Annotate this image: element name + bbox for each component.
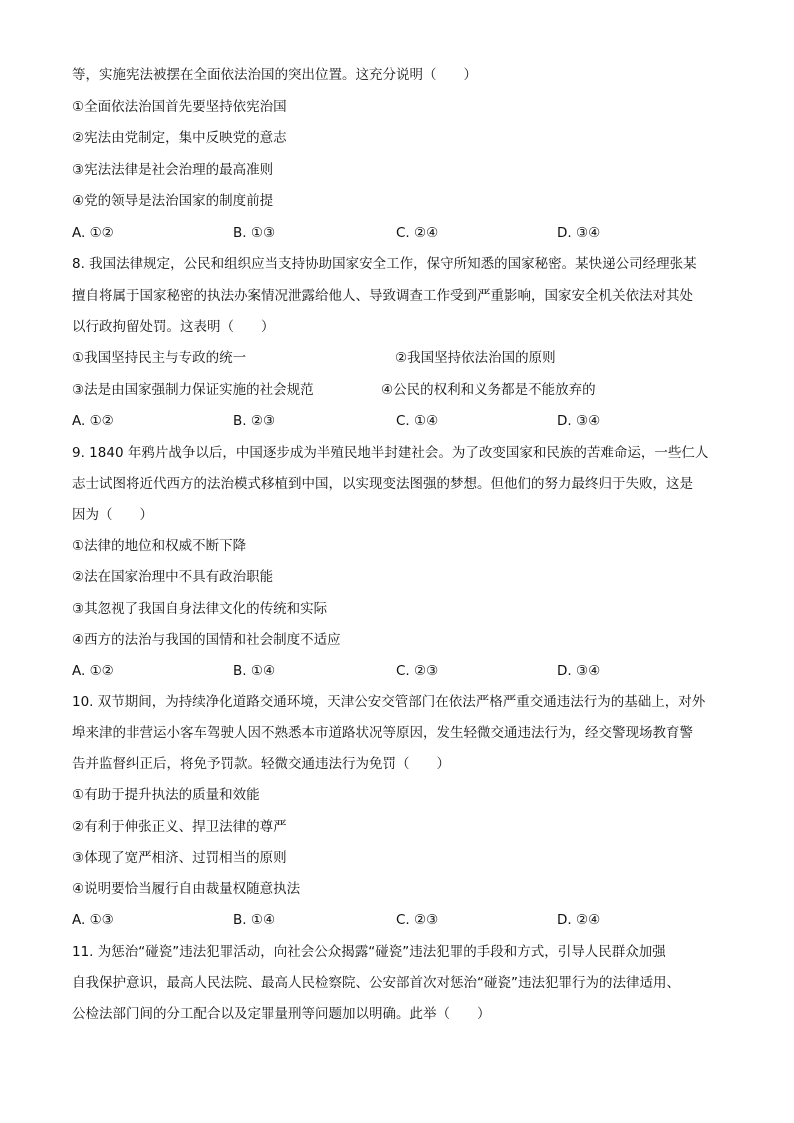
q8-statement-2: ②我国坚持依法治国的原则 bbox=[395, 350, 556, 366]
q8-statement-1: ①我国坚持民主与专政的统一 bbox=[72, 350, 247, 366]
q7-option-c[interactable]: C. ②④ bbox=[396, 225, 439, 241]
q9-option-a[interactable]: A. ①② bbox=[72, 663, 114, 679]
q10-statement-2: ②有利于伸张正义、捍卫法律的尊严 bbox=[72, 819, 287, 835]
q10-option-b[interactable]: B. ①④ bbox=[233, 912, 276, 928]
q8-option-b[interactable]: B. ②③ bbox=[233, 413, 276, 429]
q7-stem-line: 等，实施宪法被摆在全面依法治国的突出位置。这充分说明（ ） bbox=[72, 67, 477, 83]
q10-stem-line-3: 告并监督纠正后，将免予罚款。轻微交通违法行为免罚（ ） bbox=[72, 756, 450, 772]
q11-stem-line-1: 11. 为惩治“碰瓷”违法犯罪活动，向社会公众揭露“碰瓷”违法犯罪的手段和方式，引导人民群众加强 bbox=[72, 944, 666, 960]
q10-statement-1: ①有助于提升执法的质量和效能 bbox=[72, 787, 260, 803]
q8-stem-line-2: 擅自将属于国家秘密的执法办案情况泄露给他人、导致调查工作受到严重影响，国家安全机关依法对其处 bbox=[72, 288, 693, 304]
q9-option-c[interactable]: C. ②③ bbox=[396, 663, 439, 679]
q9-statement-4: ④西方的法治与我国的国情和社会制度不适应 bbox=[72, 632, 341, 648]
q7-statement-4: ④党的领导是法治国家的制度前提 bbox=[72, 193, 274, 209]
q8-stem-line-3: 以行政拘留处罚。这表明（ ） bbox=[72, 319, 275, 335]
q8-option-a[interactable]: A. ①② bbox=[72, 413, 114, 429]
q9-statement-2: ②法在国家治理中不具有政治职能 bbox=[72, 569, 274, 585]
q10-option-a[interactable]: A. ①③ bbox=[72, 912, 114, 928]
q7-option-a[interactable]: A. ①② bbox=[72, 225, 114, 241]
q7-statement-3: ③宪法法律是社会治理的最高准则 bbox=[72, 162, 274, 178]
q9-option-d[interactable]: D. ③④ bbox=[557, 663, 601, 679]
q10-option-d[interactable]: D. ②④ bbox=[557, 912, 601, 928]
q8-stem-line-1: 8. 我国法律规定，公民和组织应当支持协助国家安全工作，保守所知悉的国家秘密。某快递公司经理张某 bbox=[72, 256, 697, 272]
q9-stem-line-3: 因为（ ） bbox=[72, 507, 153, 523]
q9-statement-1: ①法律的地位和权威不断下降 bbox=[72, 538, 247, 554]
q8-option-c[interactable]: C. ①④ bbox=[396, 413, 439, 429]
q7-statement-2: ②宪法由党制定，集中反映党的意志 bbox=[72, 130, 287, 146]
q10-stem-line-2: 埠来津的非营运小客车驾驶人因不熟悉本市道路状况等原因，发生轻微交通违法行为，经交警现场教育警 bbox=[72, 725, 693, 741]
q9-stem-line-1: 9. 1840 年鸦片战争以后，中国逐步成为半殖民地半封建社会。为了改变国家和民族的苦难命运，一些仁人 bbox=[72, 445, 709, 461]
q10-statement-4: ④说明要恰当履行自由裁量权随意执法 bbox=[72, 881, 301, 897]
q8-statement-4: ④公民的权利和义务都是不能放弃的 bbox=[381, 382, 596, 398]
q7-statement-1: ①全面依法治国首先要坚持依宪治国 bbox=[72, 99, 287, 115]
q10-option-c[interactable]: C. ②③ bbox=[396, 912, 439, 928]
q8-option-d[interactable]: D. ③④ bbox=[557, 413, 601, 429]
q7-option-b[interactable]: B. ①③ bbox=[233, 225, 276, 241]
q9-statement-3: ③其忽视了我国自身法律文化的传统和实际 bbox=[72, 601, 328, 617]
q10-statement-3: ③体现了宽严相济、过罚相当的原则 bbox=[72, 850, 287, 866]
q11-stem-line-3: 公检法部门间的分工配合以及定罪量刑等问题加以明确。此举（ ） bbox=[72, 1006, 491, 1022]
q10-stem-line-1: 10. 双节期间，为持续净化道路交通环境，天津公安交管部门在依法严格严重交通违法行为的基础上，对外 bbox=[72, 694, 706, 710]
q7-option-d[interactable]: D. ③④ bbox=[557, 225, 601, 241]
q9-option-b[interactable]: B. ①④ bbox=[233, 663, 276, 679]
q9-stem-line-2: 志士试图将近代西方的法治模式移植到中国，以实现变法图强的梦想。但他们的努力最终归于失败，这是 bbox=[72, 476, 693, 492]
q11-stem-line-2: 自我保护意识，最高人民法院、最高人民检察院、公安部首次对惩治“碰瓷”违法犯罪行为的法律适用、 bbox=[72, 975, 680, 991]
q8-statement-3: ③法是由国家强制力保证实施的社会规范 bbox=[72, 382, 314, 398]
